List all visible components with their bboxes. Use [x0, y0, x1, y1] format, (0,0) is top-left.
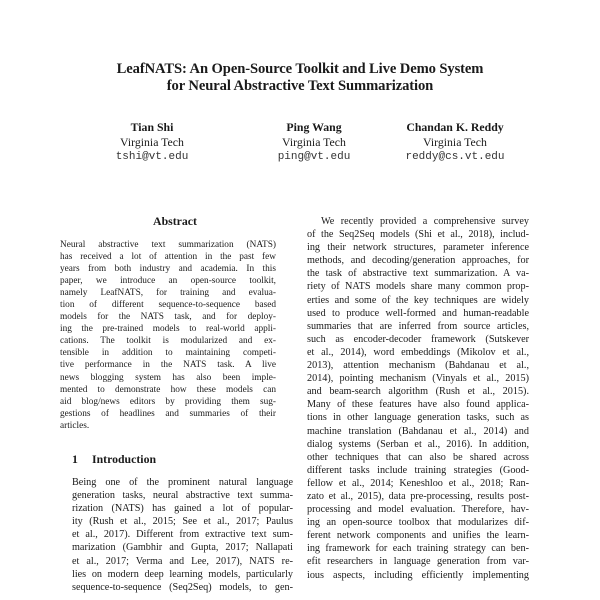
text-line: dialog systems (Serban et al., 2016). In addition,: [307, 438, 529, 450]
section-number: 1: [72, 452, 78, 466]
text-line: other techniques that can also be shared across: [307, 451, 529, 463]
author-name: Tian Shi: [130, 120, 174, 134]
text-line: summaries that are inferred from source articles,: [307, 320, 529, 332]
author-email: reddy@cs.vt.edu: [405, 151, 505, 163]
text-line: different tasks include training strategies (Good-: [307, 464, 529, 476]
text-line: et al., 2017). Different from extractive text sum-: [72, 529, 293, 541]
text-line: of the Seq2Seq models (Shi et al., 2018), includ-: [307, 229, 529, 241]
author-3: [375, 120, 535, 165]
text-line: processing and model evaluation. Therefore, hav-: [307, 504, 529, 516]
text-line: tions in other language generation tasks, such as: [307, 412, 529, 424]
text-line: et al., 2017; Verma and Lee, 2017), NATS re-: [72, 555, 293, 567]
text-line: has received a lot of attention in the past few: [60, 252, 276, 263]
text-line: efit researchers in language generation from var-: [307, 556, 529, 568]
text-line: such as encoder-decoder framework (Sutskever: [307, 333, 529, 345]
title-line: for Neural Abstractive Text Summarization: [166, 78, 434, 94]
paper-title: [0, 61, 600, 95]
text-line: aid blog/news editors by providing them sug-: [60, 396, 276, 407]
text-line: ious aspects, including efficiently implementing: [307, 569, 529, 581]
text-line: tion of different sequence-to-sequence based: [60, 300, 276, 311]
text-line: ing their network structures, parameter inference: [307, 242, 529, 254]
author-block: [0, 120, 600, 170]
text-line: paper, we introduce an open-source toolkit,: [60, 276, 276, 287]
text-line: fellow et al., 2014; Keneshloo et al., 2018; Ran-: [307, 477, 529, 489]
text-line: Neural abstractive text summarization (NATS): [60, 240, 276, 250]
text-line: 2013), attention mechanism (Bahdanau et al.,: [307, 360, 529, 372]
text-line: 2014), pointing mechanism (Vinyals et al., 2015): [307, 373, 529, 385]
text-line: ing an open-source toolbox that modularizes dif-: [307, 517, 529, 529]
author-name: Ping Wang: [286, 120, 342, 134]
text-line: news blogging system has also been imple-: [60, 372, 276, 383]
text-line: ing framework for each training strategy can ben-: [307, 543, 529, 555]
text-line: articles.: [60, 420, 90, 431]
text-line: ity (Rush et al., 2015; See et al., 2017; Paulus: [72, 516, 293, 528]
text-line: erties and some of the key techniques are widely: [307, 294, 529, 306]
text-line: gestions of headlines and summaries of their: [60, 408, 276, 419]
text-line: ferent network components and unifies the learn-: [307, 530, 529, 542]
section-heading-introduction: [72, 452, 156, 467]
text-line: zato et al., 2015), data pre-processing, results post-: [307, 490, 529, 502]
text-line: sequence-to-sequence (Seq2Seq) models, to gen-: [72, 581, 293, 593]
text-line: namely LeafNATS, for training and evalua-: [60, 288, 276, 299]
text-line: ing the pre-trained models to real-world appli-: [60, 324, 276, 335]
author-email: ping@vt.edu: [277, 151, 351, 163]
text-line: the task of abstractive text summarization. A va-: [307, 268, 529, 280]
abstract-body: [60, 239, 276, 432]
author-affiliation: Virginia Tech: [120, 135, 184, 149]
text-line: machine translation (Bahdanau et al., 2014) and: [307, 425, 529, 437]
text-line: et al., 2014), word embeddings (Mikolov et al.,: [307, 346, 529, 358]
text-line: tive performance in the NATS task. A live: [60, 360, 276, 371]
text-line: mented to demonstrate how these models can: [60, 384, 276, 395]
text-line: lies on modern deep learning models, particularly: [72, 568, 293, 580]
text-line: cations. The toolkit is modularized and ex-: [60, 336, 276, 347]
text-line: riety of NATS models share many common prop-: [307, 281, 529, 293]
introduction-left-column: [72, 476, 293, 594]
author-affiliation: Virginia Tech: [282, 135, 346, 149]
introduction-right-column: [307, 215, 529, 582]
author-name: Chandan K. Reddy: [406, 120, 504, 134]
text-line: and beam-search algorithm (Rush et al., 2015).: [307, 386, 529, 398]
text-line: marization (Gambhir and Gupta, 2017; Nallapati: [72, 542, 293, 554]
section-title: Introduction: [92, 452, 157, 466]
abstract-heading: Abstract: [153, 214, 197, 228]
title-line: LeafNATS: An Open-Source Toolkit and Live Demo System: [116, 61, 484, 77]
text-line: We recently provided a comprehensive survey: [321, 216, 529, 227]
author-affiliation: Virginia Tech: [423, 135, 487, 149]
text-line: years from both industry and academia. In this: [60, 264, 276, 275]
text-line: Being one of the prominent natural language: [72, 477, 293, 488]
author-email: tshi@vt.edu: [115, 151, 189, 163]
text-line: models for the NATS task, and for deploy-: [60, 312, 276, 323]
text-line: rization (NATS) has gained a lot of popular-: [72, 503, 293, 515]
text-line: Many of these features have also found applica-: [307, 399, 529, 411]
text-line: used to produce well-formed and human-readable: [307, 307, 529, 319]
author-1: [72, 120, 232, 165]
text-line: methods, and decoding/generation approaches, for: [307, 255, 529, 267]
author-2: [234, 120, 394, 165]
text-line: tensible in addition to maintaining competi-: [60, 348, 276, 359]
text-line: generation tasks, neural abstractive text summa-: [72, 490, 293, 502]
